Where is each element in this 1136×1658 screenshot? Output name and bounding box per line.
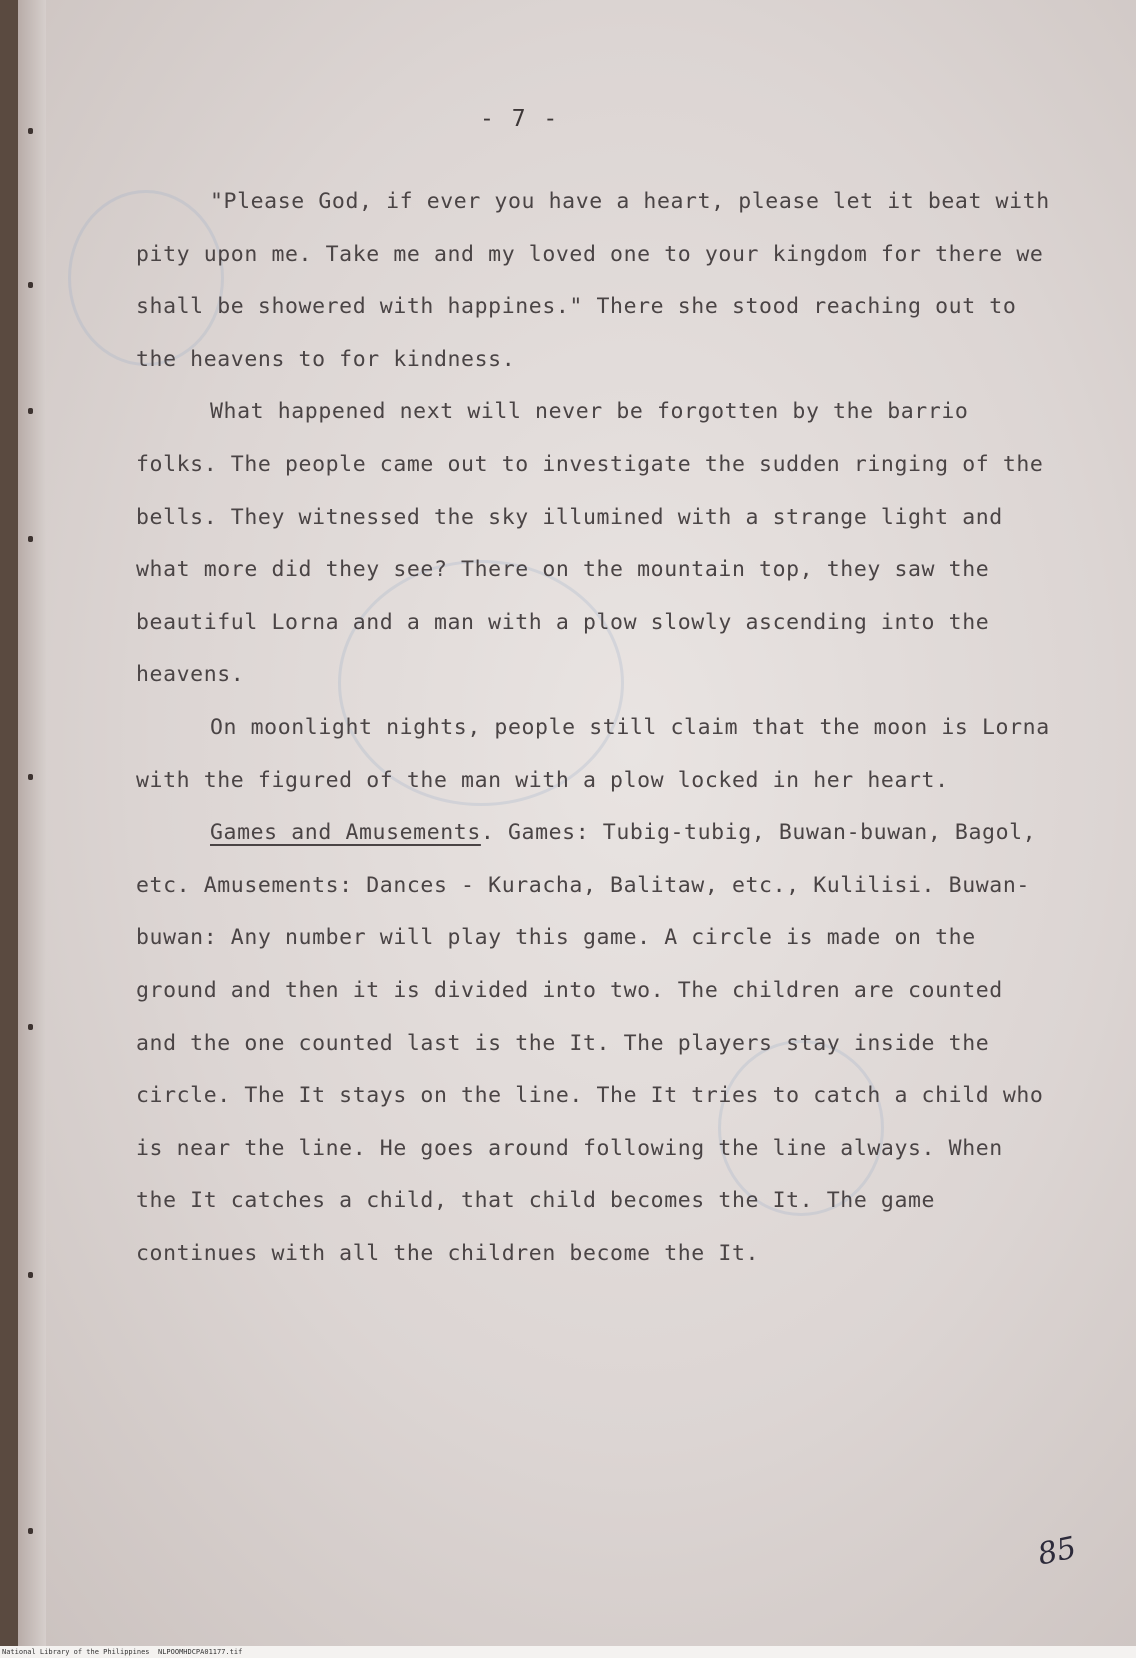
page-number: - 7 -: [480, 106, 560, 132]
footer-filename: NLPOOMHDCPA01177.tif: [158, 1648, 243, 1656]
binding-hole: [28, 128, 33, 134]
document-body: [136, 176, 1056, 1280]
binding-hole: [28, 1528, 33, 1534]
binding-hole: [28, 282, 33, 288]
paragraph-moon: On moonlight nights, people still claim that the moon is Lorna with the figured of the man with a plow locked in her heart.: [136, 714, 1050, 793]
binding-hole: [28, 408, 33, 414]
binding-hole: [28, 1024, 33, 1030]
handwritten-page-mark: 85: [1034, 1530, 1080, 1573]
binding-hole: [28, 774, 33, 780]
scan-footer: [0, 1646, 1136, 1658]
games-description: . Games: Tubig-tubig, Buwan-buwan, Bagol, etc. Amusements: Dances - Kuracha, Balitaw, etc., Kulilisi. Buwan-buwan: Any number will play this game. A circle is made on the ground and then it is divided into two. The children are counted and the one counted last is the It. The players stay inside the circle. The It stays on the line. The It tries to catch a child who is near the line. He goes around following the line always. When the It catches a child, that child becomes the It. The game continues with all the children become the It.: [136, 820, 1044, 1266]
paragraph-prayer: "Please God, if ever you have a heart, please let it beat with pity upon me. Take me and my loved one to your kingdom for there we shall be showered with happines." There she stood reaching out to the heavens to for kindness.: [136, 189, 1050, 372]
footer-source: National Library of the Philippines: [2, 1648, 150, 1656]
binding-hole: [28, 536, 33, 542]
section-heading-games: Games and Amusements: [210, 820, 481, 846]
paragraph-games: [136, 807, 1056, 1280]
paragraph-ascension: What happened next will never be forgotten by the barrio folks. The people came out to investigate the sudden ringing of the bells. They witnessed the sky illumined with a strange light and what more did they see? There on the mountain top, they saw the beautiful Lorna and a man with a plow slowly ascending into the heavens.: [136, 399, 1044, 688]
binding-hole: [28, 1272, 33, 1278]
binding-edge: [18, 0, 46, 1646]
document-page: [18, 0, 1136, 1646]
